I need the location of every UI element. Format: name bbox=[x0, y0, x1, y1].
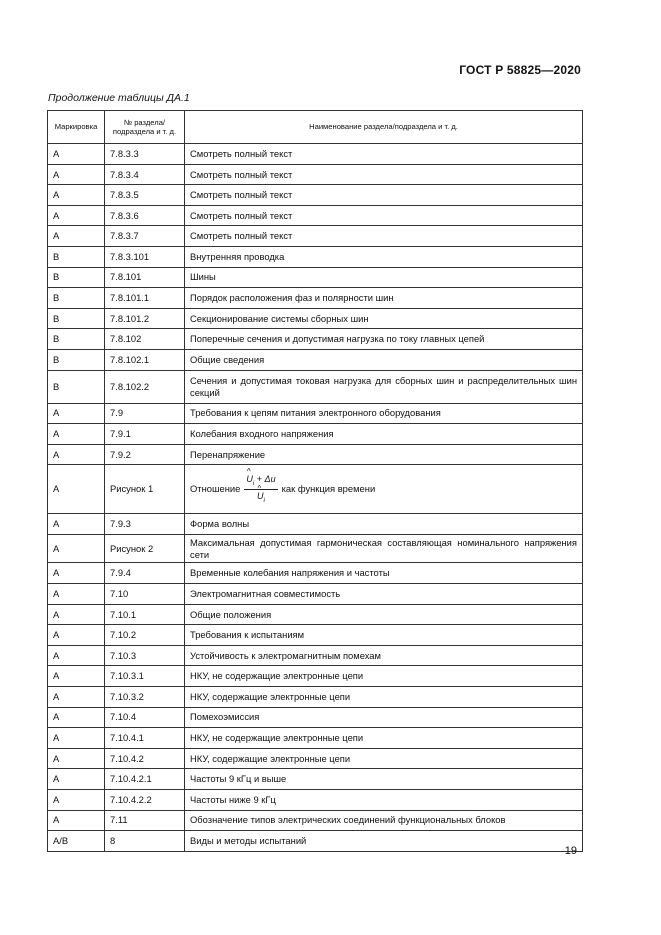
cell-marking: A bbox=[48, 604, 105, 625]
cell-section-number: 7.10.2 bbox=[105, 625, 185, 646]
cell-section-number: 7.9.3 bbox=[105, 514, 185, 535]
table-row bbox=[48, 164, 583, 185]
table-row bbox=[48, 349, 583, 370]
cell-section-name: НКУ, не содержащие электронные цепи bbox=[185, 728, 583, 749]
cell-section-number: 7.10.4.2 bbox=[105, 748, 185, 769]
cell-section-number: 7.10.4.2.1 bbox=[105, 769, 185, 790]
formula-numerator: ^ $U_i + \Delta u$ bbox=[244, 474, 277, 490]
table-row bbox=[48, 748, 583, 769]
table-row bbox=[48, 185, 583, 206]
cell-section-number: 7.8.3.5 bbox=[105, 185, 185, 206]
table-row bbox=[48, 329, 583, 350]
header-section-name: Наименование раздела/подраздела и т. д. bbox=[185, 111, 583, 144]
table-row bbox=[48, 666, 583, 687]
table-caption: Продолжение таблицы ДА.1 bbox=[48, 92, 190, 104]
cell-marking: A bbox=[48, 205, 105, 226]
cell-marking: A bbox=[48, 465, 105, 514]
cell-marking: A bbox=[48, 645, 105, 666]
table-row bbox=[48, 563, 583, 584]
cell-section-number: 7.9.2 bbox=[105, 444, 185, 465]
table-row bbox=[48, 728, 583, 749]
cell-marking: B bbox=[48, 329, 105, 350]
table-header-row bbox=[48, 111, 583, 144]
cell-section-name: Электромагнитная совместимость bbox=[185, 584, 583, 605]
cell-marking: A bbox=[48, 728, 105, 749]
table-row bbox=[48, 267, 583, 288]
cell-section-name: Требования к цепям питания электронного оборудования bbox=[185, 403, 583, 424]
cell-section-number: 7.10.3.2 bbox=[105, 686, 185, 707]
cell-marking: B bbox=[48, 349, 105, 370]
cell-marking: A bbox=[48, 424, 105, 445]
cell-section-number: 7.10.4 bbox=[105, 707, 185, 728]
cell-section-number: 7.8.102.1 bbox=[105, 349, 185, 370]
cell-section-name: Внутренняя проводка bbox=[185, 246, 583, 267]
cell-marking: A bbox=[48, 769, 105, 790]
cell-marking: A bbox=[48, 789, 105, 810]
cell-section-number: 7.8.3.7 bbox=[105, 226, 185, 247]
cell-section-number: 7.9.1 bbox=[105, 424, 185, 445]
table-row bbox=[48, 226, 583, 247]
page-number: 19 bbox=[564, 845, 577, 857]
cell-section-number: 7.10.1 bbox=[105, 604, 185, 625]
table-row bbox=[48, 686, 583, 707]
cell-marking: B bbox=[48, 370, 105, 403]
cell-marking: B bbox=[48, 308, 105, 329]
cell-section-name: Виды и методы испытаний bbox=[185, 831, 583, 852]
cell-section-number: 7.8.102.2 bbox=[105, 370, 185, 403]
cell-section-number: 7.8.101.1 bbox=[105, 288, 185, 309]
table-row bbox=[48, 625, 583, 646]
cell-section-name: Временные колебания напряжения и частоты bbox=[185, 563, 583, 584]
cell-section-number: 7.11 bbox=[105, 810, 185, 831]
formula-prefix: Отношение bbox=[190, 482, 241, 494]
table-row bbox=[48, 514, 583, 535]
table-row bbox=[48, 465, 583, 514]
cell-section-name: Требования к испытаниям bbox=[185, 625, 583, 646]
cell-section-number: 7.8.101.2 bbox=[105, 308, 185, 329]
cell-marking: A/B bbox=[48, 831, 105, 852]
table-row bbox=[48, 288, 583, 309]
header-marking: Маркировка bbox=[48, 111, 105, 144]
cell-marking: A bbox=[48, 563, 105, 584]
cell-section-name: НКУ, содержащие электронные цепи bbox=[185, 686, 583, 707]
cell-section-name: НКУ, не содержащие электронные цепи bbox=[185, 666, 583, 687]
cell-section-number: 7.10.3 bbox=[105, 645, 185, 666]
cell-section-name: Порядок расположения фаз и полярности шин bbox=[185, 288, 583, 309]
cell-section-name: Колебания входного напряжения bbox=[185, 424, 583, 445]
cell-marking: A bbox=[48, 534, 105, 563]
header-section-number: № раздела/ подраздела и т. д. bbox=[105, 111, 185, 144]
cell-section-name: Общие положения bbox=[185, 604, 583, 625]
cell-section-name: НКУ, содержащие электронные цепи bbox=[185, 748, 583, 769]
cell-section-number: 7.10.3.1 bbox=[105, 666, 185, 687]
cell-section-name: Общие сведения bbox=[185, 349, 583, 370]
cell-section-number: Рисунок 2 bbox=[105, 534, 185, 563]
table-row bbox=[48, 444, 583, 465]
cell-marking: A bbox=[48, 707, 105, 728]
formula-suffix: как функция времени bbox=[281, 482, 376, 494]
table-row bbox=[48, 707, 583, 728]
cell-section-number: Рисунок 1 bbox=[105, 465, 185, 514]
table-row bbox=[48, 769, 583, 790]
cell-marking: B bbox=[48, 267, 105, 288]
table-row bbox=[48, 144, 583, 165]
table-row bbox=[48, 534, 583, 563]
cell-section-name bbox=[185, 465, 583, 514]
cell-marking: A bbox=[48, 514, 105, 535]
cell-section-number: 7.9.4 bbox=[105, 563, 185, 584]
table-row bbox=[48, 831, 583, 852]
cell-section-name: Форма волны bbox=[185, 514, 583, 535]
cell-section-name: Устойчивость к электромагнитным помехам bbox=[185, 645, 583, 666]
cell-section-name: Обозначение типов электрических соединений функциональных блоков bbox=[185, 810, 583, 831]
cell-marking: A bbox=[48, 584, 105, 605]
cell-marking: A bbox=[48, 625, 105, 646]
cell-section-name: Смотреть полный текст bbox=[185, 226, 583, 247]
table-row bbox=[48, 810, 583, 831]
cell-section-name: Смотреть полный текст bbox=[185, 205, 583, 226]
cell-marking: B bbox=[48, 246, 105, 267]
cell-section-number: 7.8.3.4 bbox=[105, 164, 185, 185]
table-body bbox=[48, 144, 583, 852]
cell-section-number: 7.10.4.1 bbox=[105, 728, 185, 749]
cell-section-name: Помехоэмиссия bbox=[185, 707, 583, 728]
cell-marking: A bbox=[48, 144, 105, 165]
cell-section-name: Перенапряжение bbox=[185, 444, 583, 465]
cell-section-name: Смотреть полный текст bbox=[185, 144, 583, 165]
cell-section-number: 7.8.3.3 bbox=[105, 144, 185, 165]
cell-section-number: 7.8.101 bbox=[105, 267, 185, 288]
table-row bbox=[48, 205, 583, 226]
cell-marking: A bbox=[48, 164, 105, 185]
table-row bbox=[48, 645, 583, 666]
cell-marking: A bbox=[48, 810, 105, 831]
cell-marking: A bbox=[48, 185, 105, 206]
cell-marking: A bbox=[48, 686, 105, 707]
document-standard-number: ГОСТ Р 58825—2020 bbox=[459, 63, 581, 77]
cell-section-number: 7.10.4.2.2 bbox=[105, 789, 185, 810]
table-row bbox=[48, 308, 583, 329]
cell-section-name: Поперечные сечения и допустимая нагрузка по току главных цепей bbox=[185, 329, 583, 350]
cell-section-name: Шины bbox=[185, 267, 583, 288]
cell-marking: B bbox=[48, 288, 105, 309]
table-row bbox=[48, 584, 583, 605]
cell-section-number: 7.8.3.101 bbox=[105, 246, 185, 267]
cell-marking: A bbox=[48, 226, 105, 247]
cell-section-name: Смотреть полный текст bbox=[185, 164, 583, 185]
cell-section-number: 7.8.3.6 bbox=[105, 205, 185, 226]
cell-marking: A bbox=[48, 403, 105, 424]
marking-table bbox=[47, 110, 583, 852]
cell-section-name: Смотреть полный текст bbox=[185, 185, 583, 206]
cell-section-name: Максимальная допустимая гармоническая составляющая номинального напряжения сети bbox=[185, 534, 583, 563]
cell-section-name: Секционирование системы сборных шин bbox=[185, 308, 583, 329]
cell-section-name: Частоты ниже 9 кГц bbox=[185, 789, 583, 810]
formula-denominator: ^ $U_i$ bbox=[244, 490, 277, 505]
cell-section-number: 7.10 bbox=[105, 584, 185, 605]
cell-marking: A bbox=[48, 444, 105, 465]
cell-section-number: 8 bbox=[105, 831, 185, 852]
cell-section-number: 7.9 bbox=[105, 403, 185, 424]
table-row bbox=[48, 424, 583, 445]
cell-marking: A bbox=[48, 748, 105, 769]
cell-section-name: Сечения и допустимая токовая нагрузка для сборных шин и распределительных шин секций bbox=[185, 370, 583, 403]
cell-section-number: 7.8.102 bbox=[105, 329, 185, 350]
table-row bbox=[48, 246, 583, 267]
ratio-formula bbox=[244, 474, 277, 505]
table-row bbox=[48, 403, 583, 424]
table-row bbox=[48, 604, 583, 625]
cell-section-name: Частоты 9 кГц и выше bbox=[185, 769, 583, 790]
table-row bbox=[48, 789, 583, 810]
cell-marking: A bbox=[48, 666, 105, 687]
table-row bbox=[48, 370, 583, 403]
